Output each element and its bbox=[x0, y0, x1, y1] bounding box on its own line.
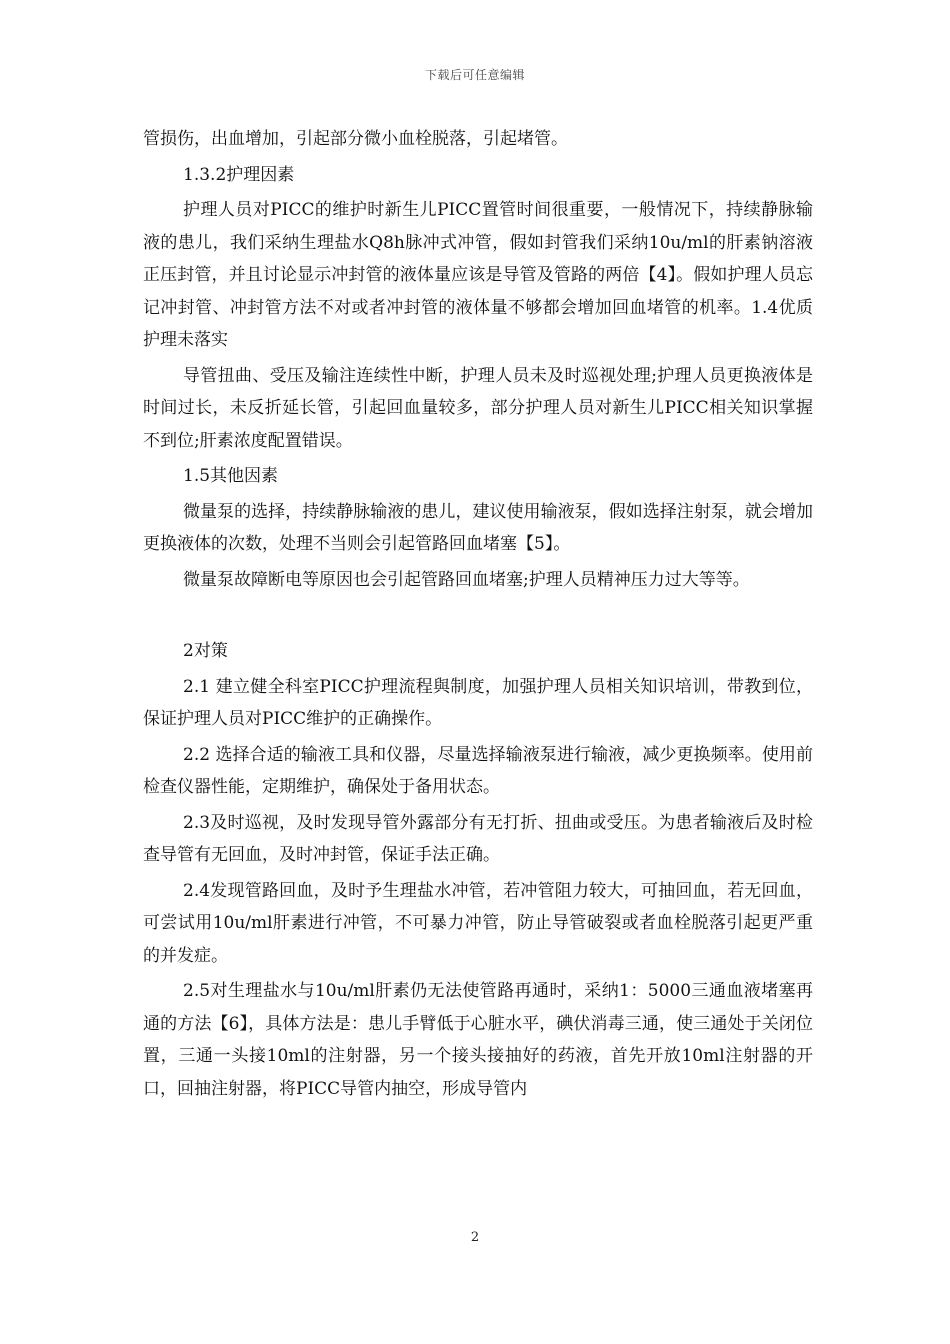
section-spacer bbox=[143, 599, 813, 635]
document-body bbox=[143, 123, 813, 1108]
paragraph: 导管扭曲、受压及输注连续性中断，护理人员未及时巡视处理;护理人员更换液体是时间过长，未反折延长管，引起回血量较多，部分护理人员对新生儿PICC相关知识掌握不到位;肝素浓度配置错误。 bbox=[143, 365, 813, 451]
section-heading: 2对策 bbox=[183, 641, 228, 661]
paragraph: 管损伤，出血增加，引起部分微小血栓脱落，引起堵管。 bbox=[143, 129, 568, 149]
page-number: 2 bbox=[470, 1230, 480, 1245]
paragraph: 微量泵故障断电等原因也会引起管路回血堵塞;护理人员精神压力过大等等。 bbox=[183, 569, 750, 590]
page-header: 下载后可任意编辑 bbox=[424, 68, 525, 82]
paragraph: 护理人员对PICC的维护时新生儿PICC置管时间很重要，一般情况下，持续静脉输液的患儿，我们采纳生理盐水Q8h脉冲式冲管，假如封管我们采纳10u/ml的肝素钠溶液正压封管，并且讨论显示冲封管的液体量应该是导管及管路的两倍【4】。假如护理人员忘记冲封管、冲封管方法不对或者冲封管的液体量不够都会增加回血堵管的机率。1.4优质护理未落实 bbox=[143, 200, 813, 350]
paragraph: 微量泵的选择，持续静脉输液的患儿，建议使用输液泵，假如选择注射泵，就会增加更换液体的次数，处理不当则会引起管路回血堵塞【5】。 bbox=[143, 501, 813, 554]
paragraph: 2.4发现管路回血，及时予生理盐水冲管，若冲管阻力较大，可抽回血，若无回血，可尝试用10u/ml肝素进行冲管，不可暴力冲管，防止导管破裂或者血栓脱落引起更严重的并发症。 bbox=[143, 880, 813, 966]
paragraph: 2.1 建立健全科室PICC护理流程與制度，加强护理人员相关知识培训，带教到位，保证护理人员对PICC维护的正确操作。 bbox=[143, 676, 813, 729]
section-heading: 1.3.2护理因素 bbox=[183, 164, 295, 185]
paragraph: 2.5对生理盐水与10u/ml肝素仍无法使管路再通时，采纳1：5000三通血液堵塞再通的方法【6】，具体方法是：患儿手臂低于心脏水平，碘伏消毒三通，使三通处于关闭位置，三通一头接10ml的注射器，另一个接头接抽好的药液，首先开放10ml注射器的开口，回抽注射器，将PICC导管内抽空，形成导管内 bbox=[143, 981, 813, 1099]
section-heading: 1.5其他因素 bbox=[183, 466, 279, 486]
paragraph: 2.2 选择合适的输液工具和仪器，尽量选择输液泵进行输液，减少更换频率。使用前检查仪器性能，定期维护，确保处于备用状态。 bbox=[143, 744, 813, 797]
paragraph: 2.3及时巡视，及时发现导管外露部分有无打折、扭曲或受压。为患者输液后及时检查导管有无回血，及时冲封管，保证手法正确。 bbox=[143, 812, 813, 865]
